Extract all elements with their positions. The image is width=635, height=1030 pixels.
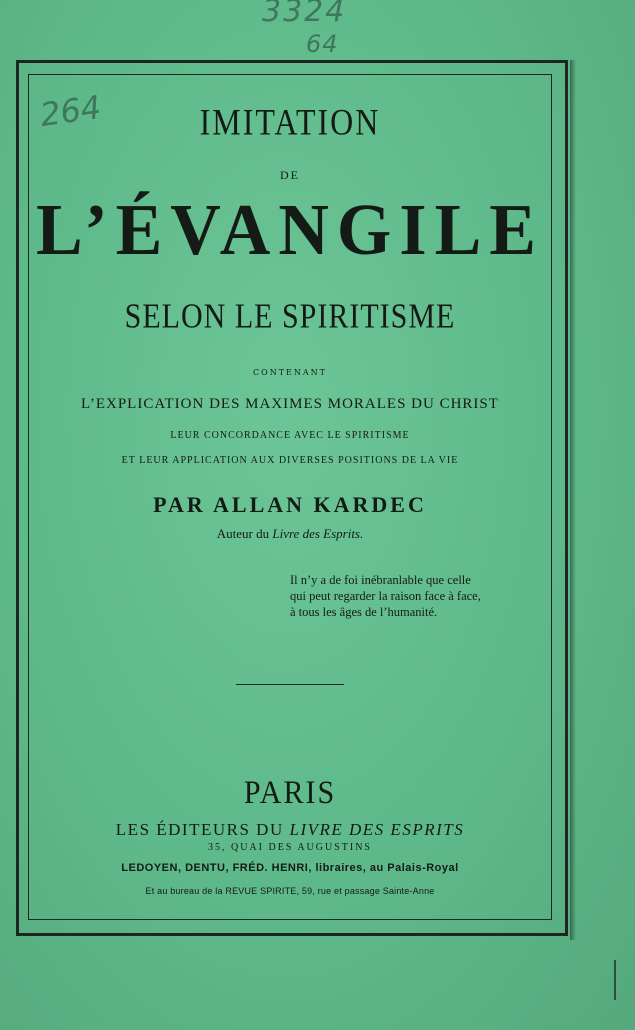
imprint-address: 35, QUAI DES AUGUSTINS [207, 842, 372, 853]
imprint-publishers [28, 820, 552, 840]
spine-shadow [570, 60, 576, 940]
imprint-city: PARIS [243, 774, 337, 811]
title-imitation: IMITATION [199, 101, 381, 143]
author-credit-prefix: Auteur du [216, 526, 270, 541]
author-name: PAR ALLAN KARDEC [153, 492, 427, 517]
epigraph [290, 572, 540, 620]
imprint-publishers-prefix: LES ÉDITEURS DU [115, 820, 284, 839]
page-edge-mark [614, 960, 626, 1000]
imprint-publishers-work: LIVRE DES ESPRITS [289, 820, 465, 839]
imprint-booksellers: LEDOYEN, DENTU, FRÉD. HENRI, libraires, au Palais-Royal [121, 862, 459, 874]
page-title: L’ÉVANGILE [36, 190, 544, 271]
author-credit [28, 526, 552, 542]
epigraph-line: à tous les âges de l’humanité. [290, 605, 438, 619]
imprint-bureau: Et au bureau de la REVUE SPIRITE, 59, rue et passage Sainte-Anne [145, 886, 435, 896]
handwritten-margin-number: 264 [37, 87, 104, 135]
divider-rule [236, 684, 344, 685]
epigraph-line: qui peut regarder la raison face à face, [290, 589, 481, 603]
subtitle-line-explication: L’EXPLICATION DES MAXIMES MORALES DU CHRIST [81, 396, 499, 412]
subtitle-line-application: ET LEUR APPLICATION AUX DIVERSES POSITIONS DE LA VIE [121, 455, 459, 466]
author-credit-work: Livre des Esprits. [272, 526, 364, 541]
subtitle-line-concordance: LEUR CONCORDANCE AVEC LE SPIRITISME [170, 430, 410, 441]
contenant-label: CONTENANT [253, 368, 327, 377]
handwritten-catalog-number: 3324 [262, 0, 347, 29]
title-subtitle: SELON LE SPIRITISME [124, 297, 456, 336]
handwritten-shelf-number: 64 [306, 30, 339, 58]
title-de: DE [280, 168, 300, 182]
epigraph-line: Il n’y a de foi inébranlable que celle [290, 573, 471, 587]
